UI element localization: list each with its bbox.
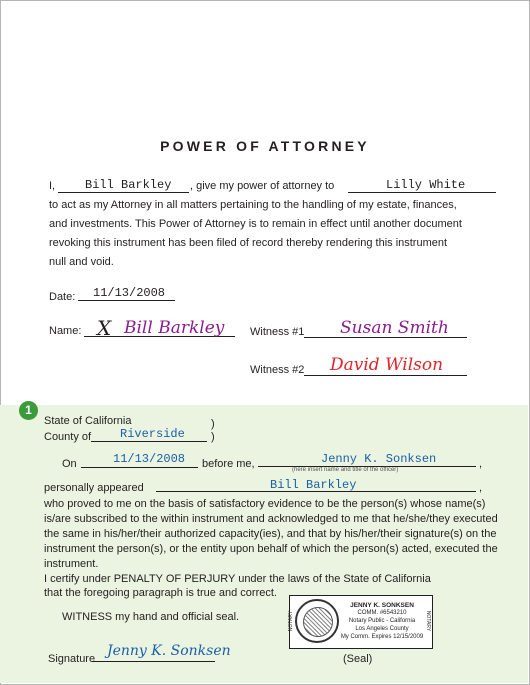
county-paren: ): [211, 431, 215, 443]
date-value: 11/13/2008: [93, 286, 166, 300]
ack-line-2: is/are subscribed to the within instrument and acknowledged to me that he/she/they executed: [44, 513, 498, 525]
appeared-label: personally appeared: [44, 482, 144, 494]
perjury-line-2: that the foregoing paragraph is true and correct.: [44, 587, 277, 599]
witness-hand: WITNESS my hand and official seal.: [62, 611, 240, 623]
date-line: [78, 300, 175, 301]
stamp-comm: COMM. #6543210: [357, 610, 407, 616]
notary-stamp: [289, 595, 433, 649]
on-date: 11/13/2008: [113, 452, 186, 466]
county-line: [91, 441, 207, 442]
body-line-4: revoking this instrument has been filed of record thereby rendering this instrument: [49, 237, 448, 249]
state-seal-icon: [295, 599, 339, 643]
signature-label: Signature: [48, 653, 96, 665]
ack-line-1: who proved to me on the basis of satisfactory evidence to be the person(s) whose name(s): [44, 498, 486, 510]
body-line-3: and investments. This Power of Attorney is to remain in effect until another document: [49, 218, 462, 230]
witness2-signature: David Wilson: [330, 355, 444, 375]
signer-mark: X: [97, 316, 112, 340]
stamp-side-right: NOTARY: [425, 610, 432, 632]
body-line-2: to act as my Attorney in all matters pertaining to the handling of my estate, finances,: [49, 199, 457, 211]
witness2-label: Witness #2: [250, 364, 305, 376]
signature-line: [92, 661, 215, 662]
comma-1: ,: [479, 458, 483, 470]
witness1-label: Witness #1: [250, 326, 305, 338]
stamp-title: Notary Public - California: [348, 618, 416, 624]
attorney-name: Lilly White: [386, 178, 466, 192]
perjury-line-1: I certify under PENALTY OF PERJURY under the laws of the State of California: [44, 573, 431, 585]
notary-hint: (here insert name and title of the officer): [292, 467, 399, 473]
notary-signature: Jenny K. Sonksen: [107, 643, 231, 659]
stamp-county: Los Angeles County: [355, 626, 409, 632]
grantor-line: [58, 192, 189, 193]
witness1-signature: Susan Smith: [340, 318, 449, 338]
grantor-name: Bill Barkley: [85, 178, 172, 192]
attorney-line: [348, 192, 496, 193]
before-me: before me,: [202, 458, 255, 470]
on-label: On: [62, 458, 77, 470]
give-text: , give my power of attorney to: [190, 180, 335, 192]
ack-line-3: the same in his/her/their authorized capacity(ies), and that by his/her/their signature(s) on the: [44, 528, 497, 540]
county-label: County of: [44, 431, 92, 443]
notary-name: Jenny K. Sonksen: [321, 452, 437, 466]
name-label: Name:: [49, 325, 82, 337]
ack-line-5: instrument.: [44, 558, 99, 570]
signer-signature: Bill Barkley: [124, 318, 225, 338]
body-line-5: null and void.: [49, 256, 114, 268]
stamp-side-left: NOTARY: [288, 610, 295, 632]
on-date-line: [81, 467, 198, 468]
ack-line-4: instrument the person(s), or the entity upon behalf of which the person(s) acted, executed the: [44, 543, 498, 555]
witness2-line: [304, 375, 467, 376]
appeared-name: Bill Barkley: [270, 478, 357, 492]
stamp-name: JENNY K. SONKSEN: [350, 602, 414, 609]
date-label: Date:: [49, 291, 76, 303]
step-badge: 1: [19, 401, 38, 420]
seal-label: (Seal): [343, 653, 373, 665]
state-label: State of California: [44, 415, 132, 427]
stamp-expires: My Comm. Expires 12/15/2009: [340, 634, 424, 640]
comma-2: ,: [479, 482, 483, 494]
state-paren: ): [211, 418, 215, 430]
county-value: Riverside: [120, 427, 185, 441]
page-title: POWER OF ATTORNEY: [160, 138, 370, 154]
intro-prefix: I,: [49, 180, 56, 192]
